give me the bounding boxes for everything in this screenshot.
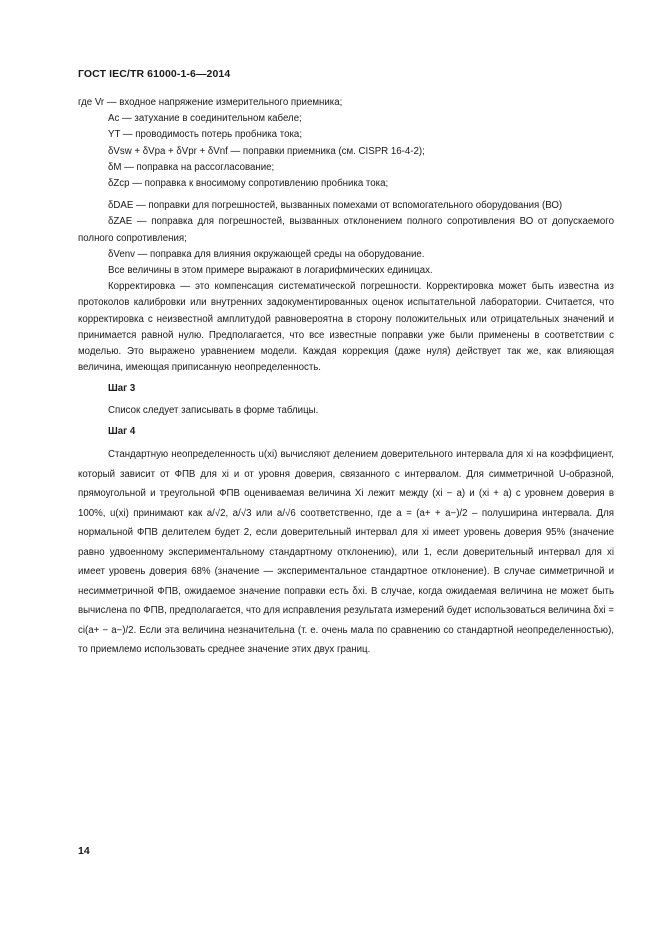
- definition-ac: Ac — затухание в соединительном кабеле;: [108, 113, 302, 125]
- definition-ddae: δDAE — поправки для погрешностей, вызванных помехами от вспомогательного оборудования (ВО): [108, 200, 563, 212]
- definition-receiver-corrections: δVsw + δVpa + δVpr + δVnf — поправки приемника (см. CISPR 16-4-2);: [108, 145, 425, 157]
- definition-vr: где Vr — входное напряжение измерительного приемника;: [78, 97, 343, 108]
- correction-paragraph: Корректировка — это компенсация систематической погрешности. Корректировка может быть известна из протоколов калибровки или внутренних задокументированных оценок испытательной лаборатории. Считается, что корректировка с неизвестной амплитудой равновероятна в сторону положительных или отрицательных значений и принимается равной нулю. Предполагается, что все известные поправки уже были применены в соответствии с моделью. Это выражено уравнением модели. Каждая коррекция (даже нуля) действует так же, как влияющая величина, имеющая приписанную неопределенность.: [78, 281, 614, 374]
- step-4-text: Стандартную неопределенность u(xi) вычисляют делением доверительного интервала для xi на коэффициент, который зависит от ФПВ для xi и от уровня доверия, связанного с интервалом. Для симметричной U-образной, прямоугольной и треугольной ФПВ оцениваемая величина Xi лежит между (xi − a) и (xi + a) с уровнем доверия в 100%, u(xi) принимают как a/√2, a/√3 или a/√6 соответственно, где a = (a+ + a−)/2 – полуширина интервала. Для нормальной ФПВ делителем будет 2, если доверительный интервал для xi имеет уровень доверия 95% (значение равно удвоенному экспериментальному стандартному отклонению), или 1, если доверительный интервал для xi имеет уровень доверия 68% (значение — экспериментальное стандартное отклонение). В случае симметричной и несимметричной ФПВ, ожидаемое значение поправки есть δxi. В случае, когда ожидаемая величина не может быть вычислена по ФПВ, предполагается, что для исправления результата измерений будет использоваться величина δxi = ci(a+ − a−)/2. Если эта величина незначительна (т. е. очень мала по сравнению со стандартной неопределенностью), то приемлемо использовать среднее значение этих двух границ.: [78, 449, 614, 656]
- step-3-heading: Шаг 3: [108, 383, 136, 395]
- document-header: ГОСТ IEC/TR 61000-1-6—2014: [78, 68, 231, 80]
- page-number: 14: [78, 845, 90, 857]
- definition-dzae: δZAE — поправка для погрешностей, вызванных отклонением полного сопротивления ВО от допускаемого полного сопротивления;: [78, 216, 614, 244]
- step-4-heading: Шаг 4: [108, 425, 136, 437]
- definition-dzcp: δZcp — поправка к вносимому сопротивлению пробника тока;: [108, 178, 389, 190]
- definition-yt: YT — проводимость потерь пробника тока;: [108, 129, 303, 141]
- definition-dm: δM — поправка на рассогласование;: [108, 161, 275, 173]
- log-units-paragraph: Все величины в этом примере выражают в логарифмических единицах.: [108, 265, 433, 277]
- step-3-text: Список следует записывать в форме таблицы.: [108, 404, 319, 416]
- page-body: [78, 95, 614, 660]
- definition-dvenv: δVenv — поправка для влияния окружающей среды на оборудование.: [108, 248, 425, 260]
